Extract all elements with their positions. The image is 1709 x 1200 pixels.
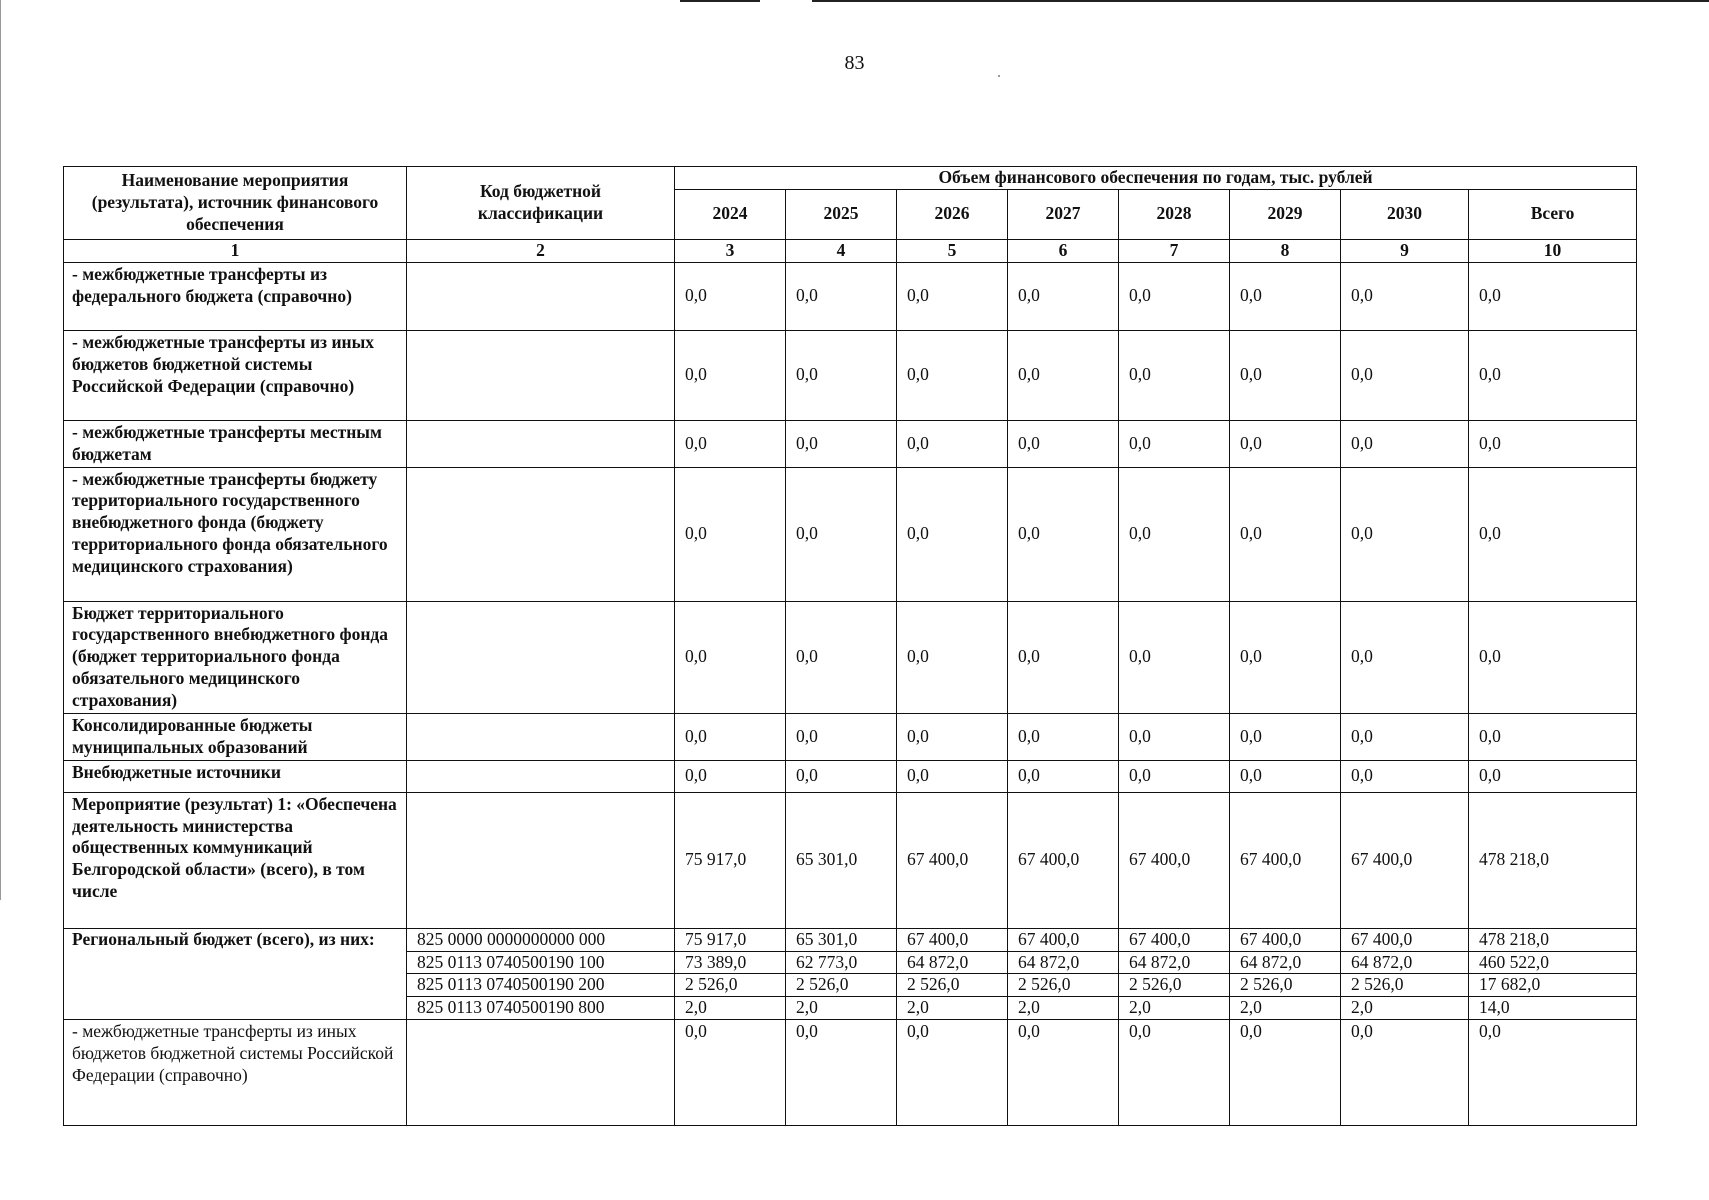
regional-value: 2 526,0 (1119, 974, 1230, 997)
row-value: 0,0 (897, 420, 1008, 467)
row-value: 0,0 (897, 262, 1008, 330)
row-value: 0,0 (1119, 420, 1230, 467)
row-value: 0,0 (786, 601, 897, 713)
row-value: 478 218,0 (1469, 792, 1637, 928)
regional-value: 65 301,0 (786, 928, 897, 951)
row-name: Консолидированные бюджеты муниципальных образований (64, 713, 407, 760)
regional-value: 67 400,0 (1119, 928, 1230, 951)
row-value: 0,0 (1230, 760, 1341, 792)
row-value: 0,0 (1469, 1020, 1637, 1126)
row-name: - межбюджетные трансферты из федерального бюджета (справочно) (64, 262, 407, 330)
row-value: 0,0 (1119, 601, 1230, 713)
header-year: 2028 (1119, 189, 1230, 239)
row-value: 0,0 (675, 262, 786, 330)
header-name: Наименование мероприятия (результата), источник финансового обеспечения (64, 167, 407, 240)
row-value: 0,0 (675, 420, 786, 467)
regional-value: 62 773,0 (786, 951, 897, 974)
table-row (64, 330, 1637, 420)
table-row (64, 467, 1637, 601)
scan-left-edge (0, 0, 1, 900)
budget-code: 825 0113 0740500190 100 (407, 951, 675, 974)
row-code (407, 792, 675, 928)
row-value: 0,0 (1008, 330, 1119, 420)
row-name: - межбюджетные трансферты из иных бюджетов бюджетной системы Российской Федерации (справочно) (64, 330, 407, 420)
row-name: Мероприятие (результат) 1: «Обеспечена деятельность министерства общественных коммуникаций Белгородской области» (всего), в том числе (64, 792, 407, 928)
regional-value: 2,0 (675, 997, 786, 1020)
row-name: Внебюджетные источники (64, 760, 407, 792)
row-value: 0,0 (1230, 467, 1341, 601)
row-code (407, 760, 675, 792)
row-value: 0,0 (1469, 262, 1637, 330)
row-value: 0,0 (675, 330, 786, 420)
row-code (407, 713, 675, 760)
row-value: 0,0 (1119, 467, 1230, 601)
row-value: 0,0 (786, 330, 897, 420)
row-value: 75 917,0 (675, 792, 786, 928)
regional-value: 2 526,0 (675, 974, 786, 997)
table-row (64, 1020, 1637, 1126)
row-value: 0,0 (1341, 467, 1469, 601)
regional-value: 64 872,0 (1119, 951, 1230, 974)
row-code (407, 420, 675, 467)
regional-value: 2 526,0 (897, 974, 1008, 997)
table-row (64, 262, 1637, 330)
row-value: 0,0 (1469, 420, 1637, 467)
column-number: 1 (64, 239, 407, 262)
column-number: 7 (1119, 239, 1230, 262)
row-value: 0,0 (1230, 420, 1341, 467)
column-number: 8 (1230, 239, 1341, 262)
row-value: 0,0 (675, 713, 786, 760)
header-year: 2029 (1230, 189, 1341, 239)
column-number: 2 (407, 239, 675, 262)
header-year: 2030 (1341, 189, 1469, 239)
row-value: 0,0 (1119, 713, 1230, 760)
regional-value: 14,0 (1469, 997, 1637, 1020)
row-value: 0,0 (1119, 760, 1230, 792)
table-row (64, 760, 1637, 792)
row-value: 0,0 (1469, 601, 1637, 713)
row-name: - межбюджетные трансферты местным бюджетам (64, 420, 407, 467)
row-value: 0,0 (1008, 1020, 1119, 1126)
row-value: 0,0 (897, 467, 1008, 601)
table-row (64, 713, 1637, 760)
row-value: 0,0 (897, 760, 1008, 792)
row-value: 0,0 (1008, 262, 1119, 330)
regional-value: 2,0 (1119, 997, 1230, 1020)
row-name: - межбюджетные трансферты из иных бюджетов бюджетной системы Российской Федерации (справочно) (64, 1020, 407, 1126)
row-value: 0,0 (1230, 713, 1341, 760)
regional-value: 64 872,0 (897, 951, 1008, 974)
row-code (407, 262, 675, 330)
scan-speck (998, 75, 1000, 77)
row-code (407, 1020, 675, 1126)
row-value: 0,0 (897, 1020, 1008, 1126)
row-value: 67 400,0 (1230, 792, 1341, 928)
regional-value: 75 917,0 (675, 928, 786, 951)
regional-value: 64 872,0 (1230, 951, 1341, 974)
regional-value: 2,0 (1341, 997, 1469, 1020)
row-value: 0,0 (786, 1020, 897, 1126)
header-code: Код бюджетной классификации (407, 167, 675, 240)
row-value: 0,0 (1469, 467, 1637, 601)
column-number: 10 (1469, 239, 1637, 262)
row-value: 0,0 (675, 601, 786, 713)
row-value: 0,0 (897, 713, 1008, 760)
row-value: 0,0 (786, 467, 897, 601)
regional-value: 2 526,0 (1230, 974, 1341, 997)
column-number: 3 (675, 239, 786, 262)
financing-table (63, 166, 1637, 1126)
column-number: 4 (786, 239, 897, 262)
row-value: 0,0 (1469, 713, 1637, 760)
row-value: 0,0 (1008, 601, 1119, 713)
row-value: 0,0 (1469, 760, 1637, 792)
row-code (407, 467, 675, 601)
row-value: 0,0 (1119, 330, 1230, 420)
column-numbers-row (64, 239, 1637, 262)
row-value: 65 301,0 (786, 792, 897, 928)
regional-value: 67 400,0 (1341, 928, 1469, 951)
page-number: 83 (844, 52, 865, 74)
scan-edge-line (812, 0, 1709, 2)
row-value: 0,0 (1341, 760, 1469, 792)
regional-value: 73 389,0 (675, 951, 786, 974)
row-value: 0,0 (1119, 1020, 1230, 1126)
row-value: 0,0 (897, 330, 1008, 420)
row-value: 0,0 (1341, 713, 1469, 760)
row-value: 0,0 (675, 467, 786, 601)
budget-code: 825 0000 0000000000 000 (407, 928, 675, 951)
header-year: 2024 (675, 189, 786, 239)
regional-value: 67 400,0 (1008, 928, 1119, 951)
row-value: 67 400,0 (1119, 792, 1230, 928)
row-value: 0,0 (1230, 262, 1341, 330)
regional-value: 67 400,0 (1230, 928, 1341, 951)
regional-line (64, 928, 1637, 951)
row-value: 0,0 (675, 1020, 786, 1126)
regional-value: 2 526,0 (1341, 974, 1469, 997)
header-volume: Объем финансового обеспечения по годам, тыс. рублей (675, 167, 1637, 190)
row-code (407, 330, 675, 420)
row-name: - межбюджетные трансферты бюджету территориального государственного внебюджетного фонда (бюджету территориального фонда обязательного медицинского страхования) (64, 467, 407, 601)
regional-name: Региональный бюджет (всего), из них: (64, 928, 407, 1020)
column-number: 9 (1341, 239, 1469, 262)
row-value: 67 400,0 (1341, 792, 1469, 928)
row-value: 0,0 (1341, 330, 1469, 420)
row-value: 0,0 (1341, 1020, 1469, 1126)
regional-value: 2,0 (1230, 997, 1341, 1020)
column-number: 6 (1008, 239, 1119, 262)
row-value: 0,0 (1230, 1020, 1341, 1126)
regional-value: 64 872,0 (1341, 951, 1469, 974)
header-year: 2025 (786, 189, 897, 239)
regional-value: 2,0 (786, 997, 897, 1020)
row-value: 0,0 (1341, 420, 1469, 467)
row-value: 0,0 (1230, 330, 1341, 420)
row-value: 0,0 (786, 420, 897, 467)
regional-value: 2 526,0 (1008, 974, 1119, 997)
regional-value: 67 400,0 (897, 928, 1008, 951)
regional-value: 2,0 (897, 997, 1008, 1020)
table-row (64, 792, 1637, 928)
row-value: 0,0 (1008, 760, 1119, 792)
row-name: Бюджет территориального государственного внебюджетного фонда (бюджет территориального фонда обязательного медицинского страхования) (64, 601, 407, 713)
row-value: 0,0 (1119, 262, 1230, 330)
header-year: 2027 (1008, 189, 1119, 239)
row-value: 0,0 (786, 713, 897, 760)
column-number: 5 (897, 239, 1008, 262)
regional-value: 460 522,0 (1469, 951, 1637, 974)
row-value: 67 400,0 (897, 792, 1008, 928)
table-row (64, 420, 1637, 467)
regional-value: 2 526,0 (786, 974, 897, 997)
regional-value: 17 682,0 (1469, 974, 1637, 997)
budget-code: 825 0113 0740500190 200 (407, 974, 675, 997)
row-value: 67 400,0 (1008, 792, 1119, 928)
regional-value: 2,0 (1008, 997, 1119, 1020)
table-row (64, 601, 1637, 713)
header-year: 2026 (897, 189, 1008, 239)
budget-code: 825 0113 0740500190 800 (407, 997, 675, 1020)
regional-value: 64 872,0 (1008, 951, 1119, 974)
row-value: 0,0 (1341, 601, 1469, 713)
header-total: Всего (1469, 189, 1637, 239)
row-value: 0,0 (1341, 262, 1469, 330)
row-value: 0,0 (786, 262, 897, 330)
row-value: 0,0 (1469, 330, 1637, 420)
row-value: 0,0 (786, 760, 897, 792)
row-code (407, 601, 675, 713)
row-value: 0,0 (1230, 601, 1341, 713)
row-value: 0,0 (1008, 467, 1119, 601)
row-value: 0,0 (675, 760, 786, 792)
row-value: 0,0 (1008, 713, 1119, 760)
scan-edge-line (680, 0, 760, 2)
regional-value: 478 218,0 (1469, 928, 1637, 951)
row-value: 0,0 (897, 601, 1008, 713)
row-value: 0,0 (1008, 420, 1119, 467)
